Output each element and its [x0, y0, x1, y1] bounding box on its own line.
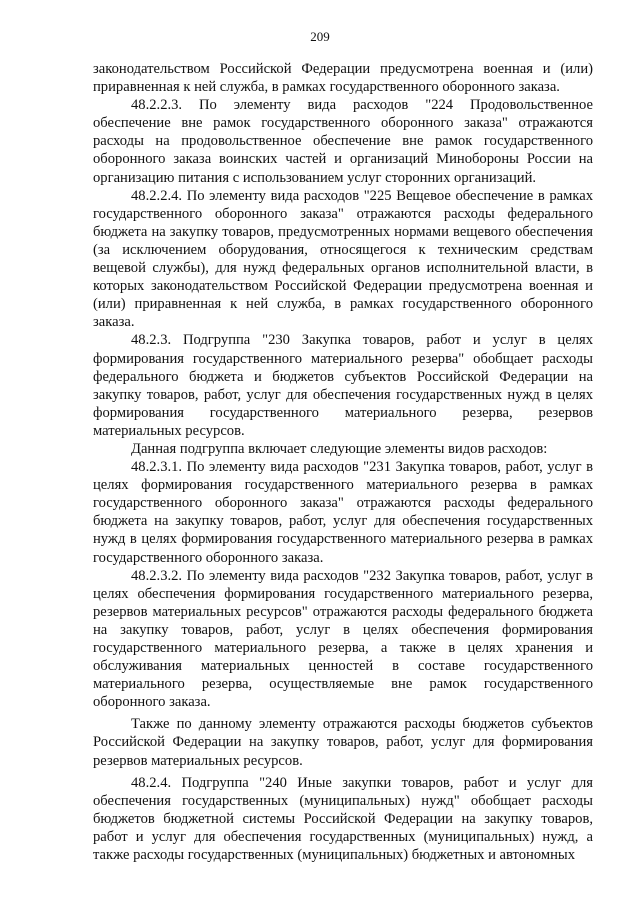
- paragraph-48-2-4: 48.2.4. Подгруппа "240 Иные закупки товаров, работ и услуг для обеспечения государственных (муниципальных) нужд" обобщает расходы бюджетов бюджетной системы Российской Федерации на закупку товаров, работ и услуг для обеспечения государственных (муниципальных) нужд, а также расходы государственных (муниципальных) бюджетных и автономных: [93, 774, 593, 864]
- paragraph-continuation: законодательством Российской Федерации предусмотрена военная и (или) приравненная к ней служба, в рамках государственного оборонного заказа.: [93, 61, 593, 96]
- page-number: 209: [310, 29, 330, 44]
- paragraph-48-2-3-2: 48.2.3.2. По элементу вида расходов "232 Закупка товаров, работ, услуг в целях обеспечения формирования государственного материального резерва, резервов материальных ресурсов" отражаются расходы федерального бюджета на закупку товаров, работ, услуг в целях обеспечения формирования государственного материального резерва, а также в целях хранения и обслуживания материальных ценностей в составе государственного материального резерва, осуществляемые вне рамок государственного оборонного заказа.: [93, 567, 593, 711]
- paragraph-48-2-3-1: 48.2.3.1. По элементу вида расходов "231 Закупка товаров, работ, услуг в целях формирования государственного материального резерва в рамках государственного оборонного заказа" отражаются расходы федерального бюджета на закупку товаров, работ, услуг для обеспечения государственных нужд в целях формирования государственного материального резерва в рамках государственного оборонного заказа.: [93, 459, 593, 566]
- paragraph-48-2-2-3: 48.2.2.3. По элементу вида расходов "224 Продовольственное обеспечение вне рамок государственного оборонного заказа" отражаются расходы на продовольственное обеспечение вне рамок государственного оборонного заказа воинских частей и организаций Минобороны России на организацию питания с использованием услуг сторонних организаций.: [93, 97, 593, 186]
- paragraph-48-2-2-4: 48.2.2.4. По элементу вида расходов "225 Вещевое обеспечение в рамках государственного оборонного заказа" отражаются расходы федерального бюджета на закупку товаров, предусмотренных нормами вещевого обеспечения (за исключением оборудования, относящегося к техническим средствам вещевой службы), для нужд федеральных органов исполнительной власти, в которых законодательством Российской Федерации предусмотрена военная и (или) приравненная к ней служба, в рамках государственного оборонного заказа.: [93, 187, 593, 331]
- document-body: [93, 60, 593, 864]
- paragraph-subgroup-elements: Данная подгруппа включает следующие элементы видов расходов:: [131, 440, 548, 457]
- paragraph-also-element: Также по данному элементу отражаются расходы бюджетов субъектов Российской Федерации на закупку товаров, работ, услуг для формирования резервов материальных ресурсов.: [93, 716, 593, 769]
- paragraph-48-2-3: 48.2.3. Подгруппа "230 Закупка товаров, работ и услуг в целях формирования государственного материального резерва" обобщает расходы федерального бюджета и бюджетов субъектов Российской Федерации на закупку товаров, работ, услуг для обеспечения государственных нужд в целях формирования государственного материального резерва, резервов материальных ресурсов.: [93, 332, 593, 439]
